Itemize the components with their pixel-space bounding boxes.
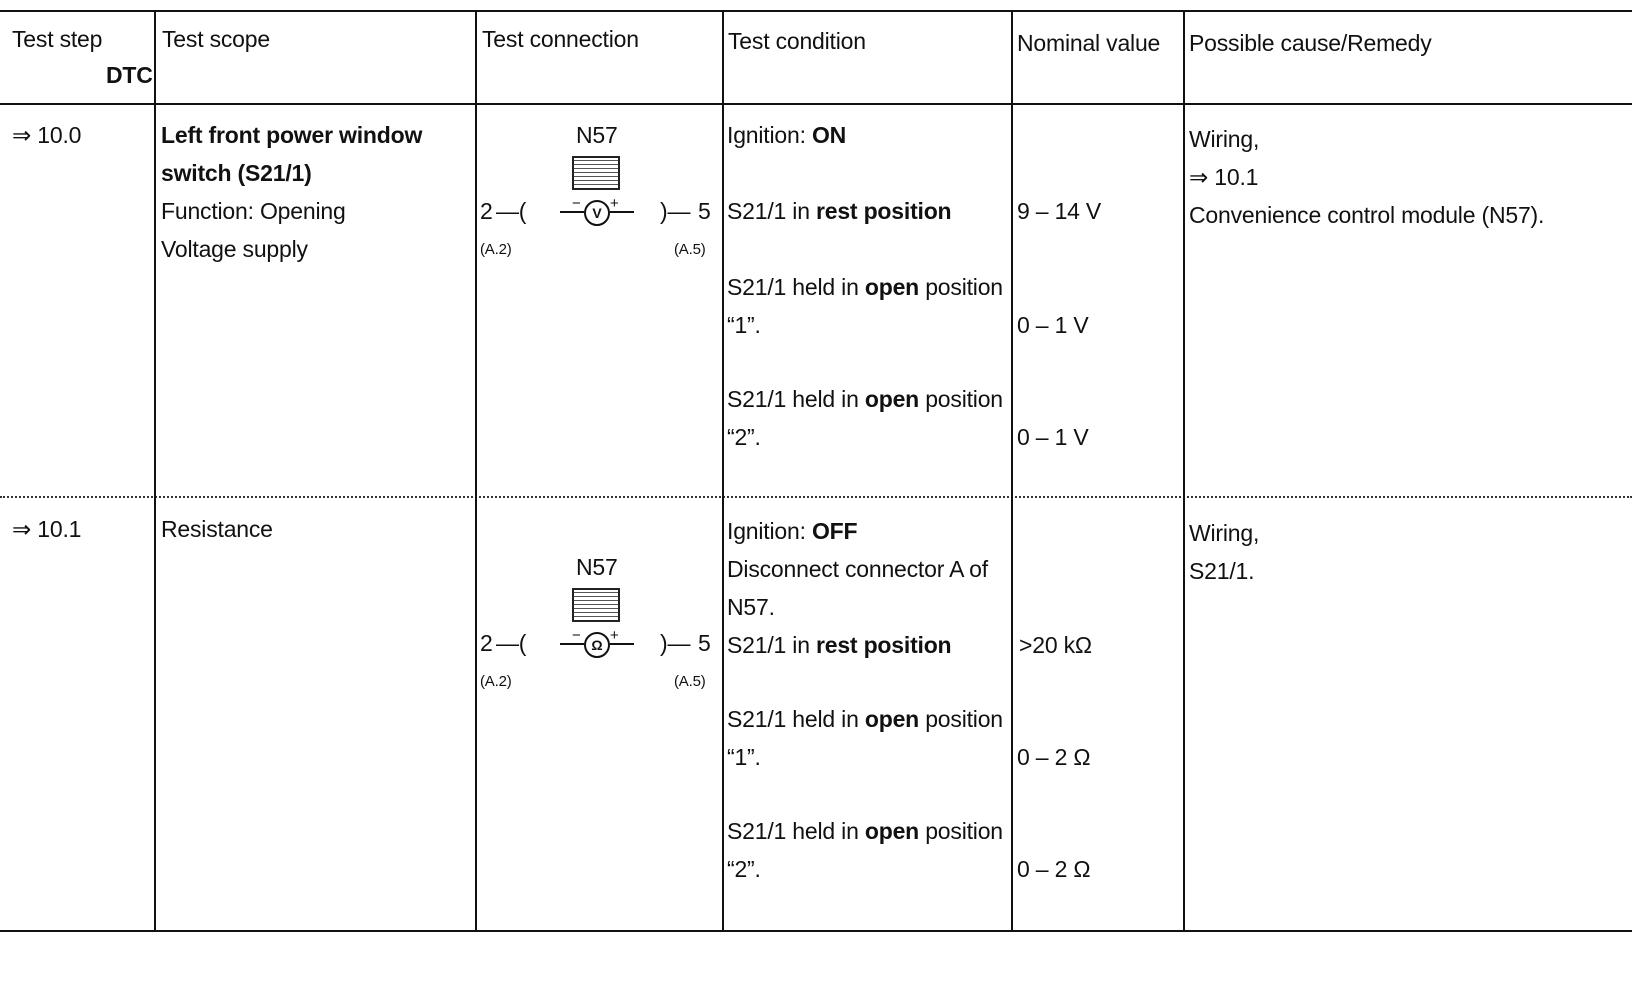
top-border [0,10,1632,12]
plus-sign: + [610,627,619,644]
nominal-value-3: 0 – 2 Ω [1017,856,1091,882]
right-plug-icon: )— [660,198,691,224]
test-scope-resistance: Resistance [161,516,273,542]
condition-open2-pos: “2”. [727,856,761,882]
header-possible-cause: Possible cause/Remedy [1189,30,1432,56]
condition-open2: S21/1 held in open position [727,818,1003,844]
nominal-value-2: 0 – 1 V [1017,312,1089,338]
remedy-step-link: ⇒ 10.1 [1189,164,1259,190]
remedy-wiring: Wiring, [1189,520,1260,546]
left-plug-icon: —( [496,630,527,656]
right-pin: 5 [698,198,711,224]
condition-open2: S21/1 held in open position [727,386,1003,412]
condition-open2-pos: “2”. [727,424,761,450]
connection-diagram-resistance [476,548,722,698]
header-dtc: DTC [106,62,153,88]
test-scope-detail: Voltage supply [161,236,308,262]
nominal-value-2: 0 – 2 Ω [1017,744,1091,770]
header-test-step: Test step [12,26,103,52]
col-divider-3 [722,10,724,930]
condition-disconnect: Disconnect connector A of [727,556,988,582]
condition-rest: S21/1 in rest position [727,632,952,658]
nominal-value-1: 9 – 14 V [1017,198,1102,224]
right-pin-sub: (A.5) [674,241,706,258]
left-pin: 2 [480,198,493,224]
test-scope-title-line2: switch (S21/1) [161,160,312,186]
condition-open1: S21/1 held in open position [727,706,1003,732]
ohmmeter-icon: Ω [584,632,610,658]
condition-rest: S21/1 in rest position [727,198,952,224]
nominal-value-1: >20 kΩ [1019,632,1092,658]
left-pin-sub: (A.2) [480,673,512,690]
remedy-wiring: Wiring, [1189,126,1260,152]
left-pin-sub: (A.2) [480,241,512,258]
minus-sign: − [572,195,581,212]
module-icon [572,156,620,190]
arrow-right-icon [610,643,634,645]
bottom-border [0,930,1632,932]
condition-open1: S21/1 held in open position [727,274,1003,300]
connection-diagram-voltage [476,116,722,266]
module-label: N57 [576,122,618,148]
left-pin: 2 [480,630,493,656]
test-scope-title-line1: Left front power window [161,122,423,148]
header-test-condition: Test condition [728,28,866,54]
remedy-module: Convenience control module (N57). [1189,202,1545,228]
condition-ignition: Ignition: OFF [727,518,858,544]
col-divider-1 [154,10,156,930]
header-test-scope: Test scope [162,26,270,52]
module-icon [572,588,620,622]
arrow-right-icon [610,211,634,213]
condition-open1-pos: “1”. [727,744,761,770]
remedy-switch: S21/1. [1189,558,1255,584]
module-label: N57 [576,554,618,580]
right-pin: 5 [698,630,711,656]
row-separator [0,496,1632,498]
right-plug-icon: )— [660,630,691,656]
condition-open1-pos: “1”. [727,312,761,338]
voltmeter-icon: V [584,200,610,226]
minus-sign: − [572,627,581,644]
right-pin-sub: (A.5) [674,673,706,690]
test-step-10-0: ⇒ 10.0 [12,122,82,148]
header-bottom-border [0,103,1632,105]
header-test-connection: Test connection [482,26,639,52]
test-step-10-1: ⇒ 10.1 [12,516,82,542]
condition-ignition: Ignition: ON [727,122,847,148]
header-nominal-value: Nominal value [1017,30,1161,56]
col-divider-5 [1183,10,1185,930]
left-plug-icon: —( [496,198,527,224]
test-scope-function: Function: Opening [161,198,346,224]
nominal-value-3: 0 – 1 V [1017,424,1089,450]
condition-disconnect-module: N57. [727,594,775,620]
plus-sign: + [610,195,619,212]
col-divider-4 [1011,10,1013,930]
